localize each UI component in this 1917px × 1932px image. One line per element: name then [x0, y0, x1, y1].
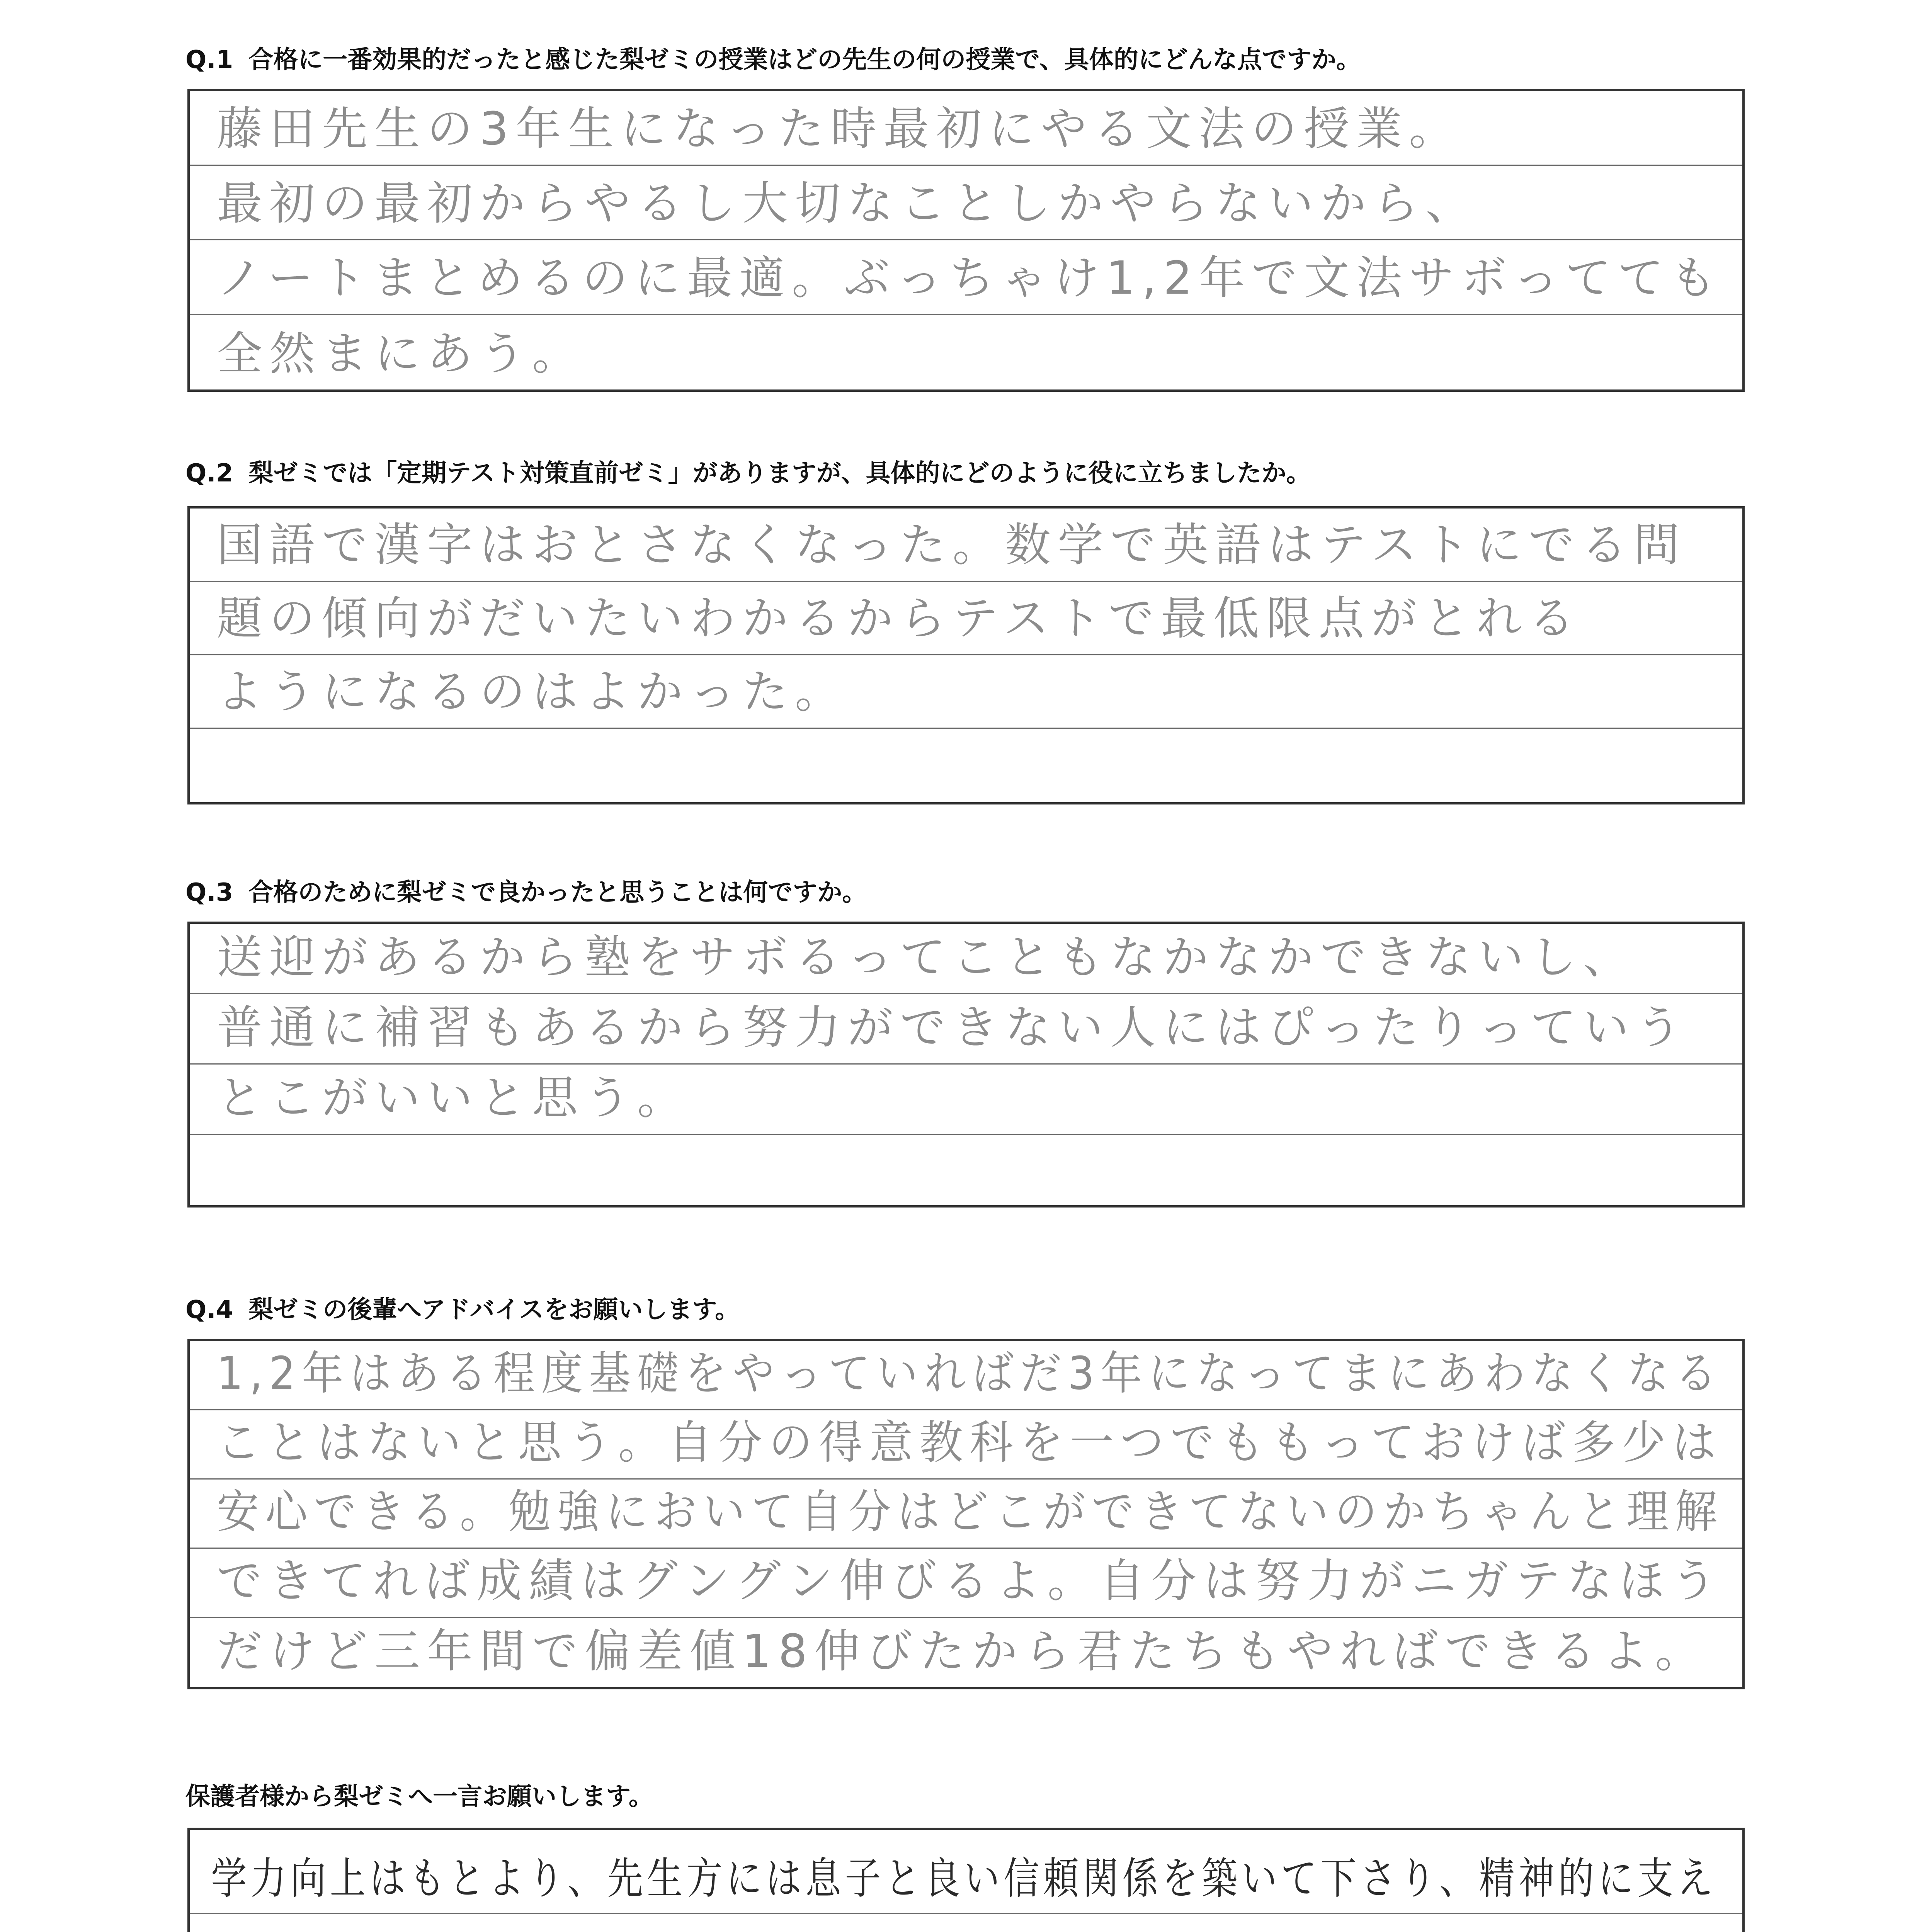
answer-text: できてれば成績はグングン伸びるよ。自分は努力がニガテなほう — [217, 1554, 1723, 1607]
answer-box-q2 — [187, 506, 1745, 804]
answer-line — [190, 240, 1742, 315]
question-number: Q.1 — [185, 46, 233, 74]
answer-box-q4 — [187, 1339, 1745, 1689]
answer-text: ことはないと思う。自分の得意教科を一つでももっておけば多少は — [217, 1416, 1723, 1469]
parent-prompt: 保護者様から梨ゼミへ一言お願いします。 — [185, 1782, 653, 1811]
answer-line — [190, 924, 1742, 994]
answer-text: 送迎があるから塾をサボるってこともなかなかできないし、 — [217, 930, 1636, 984]
question-prompt: 梨ゼミの後輩へアドバイスをお願いします。 — [248, 1296, 740, 1324]
answer-text: 学力向上はもとより、先生方には息子と良い信頼関係を築いて下さり、精神的に支え — [211, 1854, 1717, 1904]
question-prompt: 合格に一番効果的だったと感じた梨ゼミの授業はどの先生の何の授業で、具体的にどんな点ですか。 — [248, 46, 1361, 74]
answer-text: 普通に補習もあるから努力ができない人にはぴったりっていう — [217, 1001, 1689, 1054]
answer-box-parent — [187, 1828, 1745, 1932]
answer-line — [190, 1410, 1742, 1480]
answer-line — [190, 1341, 1742, 1410]
question-number: Q.4 — [185, 1296, 233, 1324]
answer-text — [211, 1928, 1716, 1932]
answer-text: だけど三年間で偏差値18伸びたから君たちもやればできるよ。 — [217, 1624, 1708, 1678]
answer-line — [190, 315, 1742, 389]
answer-text: とこがいいと思う。 — [217, 1071, 690, 1124]
answer-line — [190, 1914, 1742, 1932]
answer-text: ようになるのはよかった。 — [217, 665, 848, 718]
question-3-heading — [185, 877, 867, 908]
answer-line — [190, 166, 1742, 240]
question-2-heading — [185, 458, 1311, 489]
answer-line — [190, 582, 1742, 655]
answer-text: 1,2年はある程度基礎をやっていればだ3年になってまにあわなくなる — [217, 1347, 1723, 1400]
answer-line — [190, 1135, 1742, 1205]
answer-line — [190, 994, 1742, 1065]
answer-text: 藤田先生の3年生になった時最初にやる文法の授業。 — [217, 102, 1462, 155]
answer-line — [190, 91, 1742, 166]
answer-line — [190, 1830, 1742, 1914]
answer-text: 全然まにあう。 — [217, 327, 585, 380]
question-prompt: 梨ゼミでは「定期テスト対策直前ゼミ」がありますが、具体的にどのように役に立ちましたか。 — [248, 459, 1311, 488]
answer-line — [190, 1065, 1742, 1135]
answer-line — [190, 1549, 1742, 1618]
answer-box-q3 — [187, 922, 1745, 1208]
answer-box-q1 — [187, 89, 1745, 392]
answer-text: ノートまとめるのに最適。ぶっちゃけ1,2年で文法サボってても — [217, 251, 1723, 304]
answer-line — [190, 1618, 1742, 1687]
parent-heading — [185, 1781, 653, 1812]
answer-text: 安心できる。勉強において自分はどこができてないのかちゃんと理解 — [217, 1485, 1724, 1538]
answer-text: 国語で漢字はおとさなくなった。数学で英語はテストにでる問 — [217, 518, 1687, 571]
question-number: Q.3 — [185, 878, 233, 907]
question-prompt: 合格のために梨ゼミで良かったと思うことは何ですか。 — [248, 878, 867, 907]
question-1-heading — [185, 44, 1361, 75]
answer-line — [190, 655, 1742, 729]
answer-line — [190, 509, 1742, 582]
question-4-heading — [185, 1294, 740, 1325]
answer-text: 最初の最初からやるし大切なことしかやらないから、 — [217, 177, 1478, 230]
answer-line — [190, 1480, 1742, 1549]
question-number: Q.2 — [185, 459, 233, 488]
answer-text: 題の傾向がだいたいわかるからテストで最低限点がとれる — [217, 592, 1582, 645]
answer-line — [190, 729, 1742, 802]
